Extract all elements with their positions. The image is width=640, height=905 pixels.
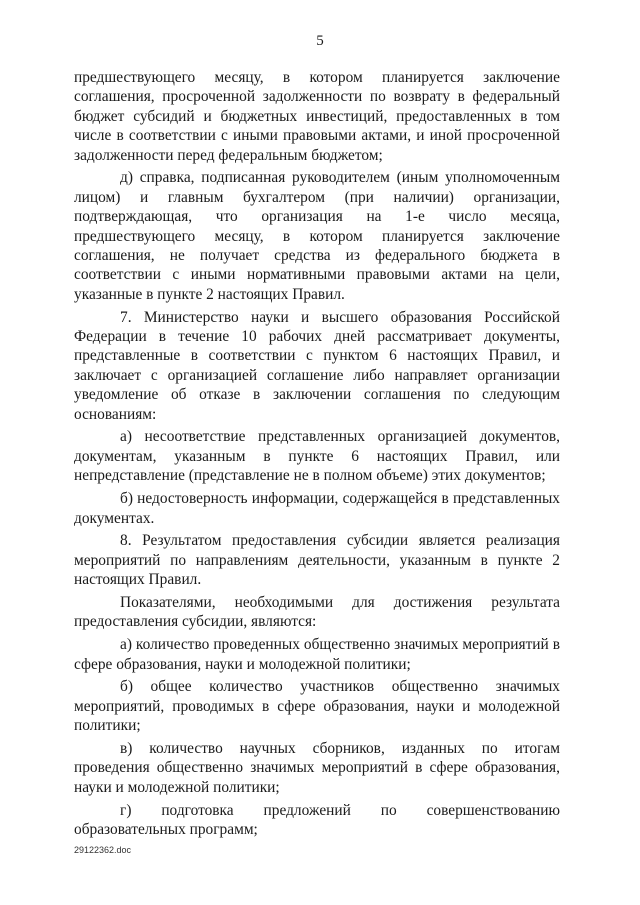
paragraph-clause-8: 8. Результатом предоставления субсидии является реализация мероприятий по направлениям деятельности, указанным в пункте 2 настоящих Правил. <box>74 532 560 589</box>
paragraph-indicator-a: а) количество проведенных общественно значимых мероприятий в сфере образования, науки и молодежной политики; <box>74 636 560 673</box>
paragraph-indicator-v: в) количество научных сборников, изданных по итогам проведения общественно значимых мероприятий в сфере образования, науки и молодежной политики; <box>74 739 560 796</box>
paragraph-clause-7: 7. Министерство науки и высшего образования Российской Федерации в течение 10 рабочих дней рассматривает документы, представленные в соответствии с пунктом 6 настоящих Правил, и заключает с организацией соглашение либо направляет организации уведомление об отказе в заключении соглашения по следующим основаниям: <box>74 308 560 423</box>
paragraph-continuation: предшествующего месяцу, в котором планируется заключение соглашения, просроченной задолженности по возврату в федеральный бюджет субсидий и бюджетных инвестиций, предоставленных в том числе в соответствии с иными правовыми актами, и иной просроченной задолженности перед федеральным бюджетом; <box>74 69 560 164</box>
document-body <box>74 68 560 839</box>
paragraph-item-d: д) справка, подписанная руководителем (иным уполномоченным лицом) и главным бухгалтером (при наличии) организации, подтверждающая, что организация на 1-е число месяца, предшествующего месяцу, в котором планируется заключение соглашения, не получает средства из федерального бюджета в соответствии с иными нормативными правовыми актами на цели, указанные в пункте 2 настоящих Правил. <box>74 169 560 303</box>
paragraph-item-a: а) несоответствие представленных организацией документов, документам, указанным в пункте 6 настоящих Правил, или непредставление (представление не в полном объеме) этих документов; <box>74 428 560 485</box>
page-number: 5 <box>316 33 324 49</box>
paragraph-indicators-intro: Показателями, необходимыми для достижения результата предоставления субсидии, являются: <box>74 593 560 631</box>
paragraph-indicator-b: б) общее количество участников общественно значимых мероприятий, проводимых в сфере образования, науки и молодежной политики; <box>74 678 560 735</box>
paragraph-item-b: б) недостоверность информации, содержащейся в представленных документах. <box>74 490 560 527</box>
paragraph-indicator-g: г) подготовка предложений по совершенствованию образовательных программ; <box>74 801 560 838</box>
file-reference: 29122362.doc <box>74 845 132 855</box>
